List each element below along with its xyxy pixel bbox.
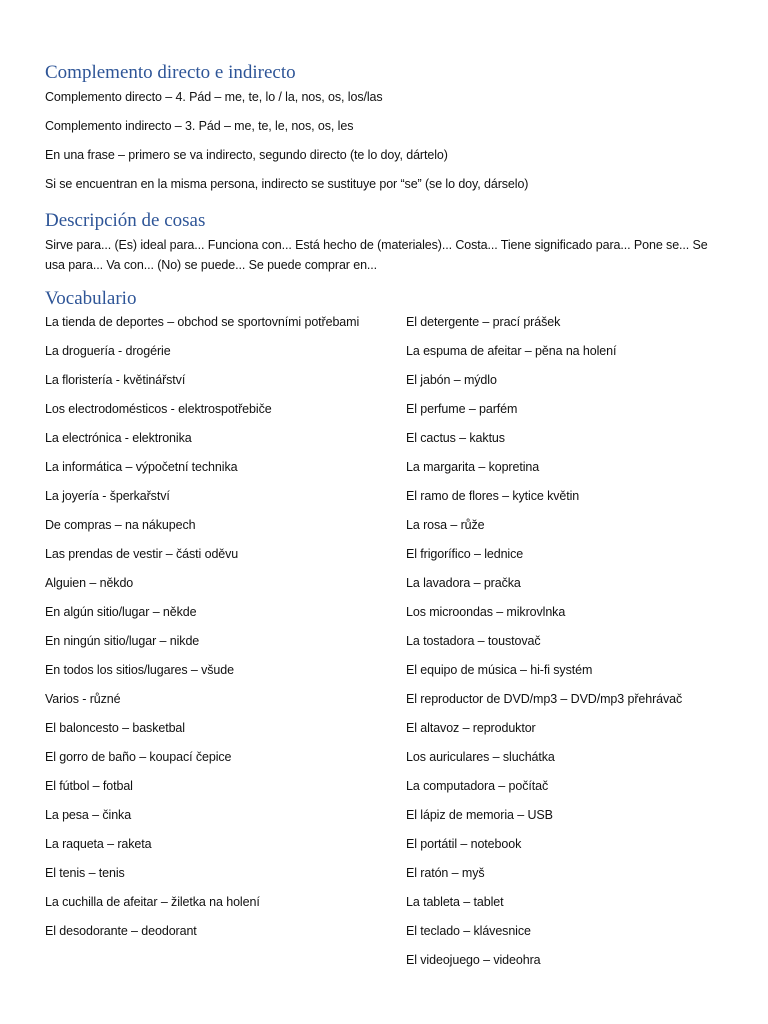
vocab-item: La pesa – činka [45,808,132,822]
vocab-item: El tenis – tenis [45,866,125,880]
vocab-item: El perfume – parfém [406,402,518,416]
line-misma-persona: Si se encuentran en la misma persona, indirecto se sustituye por “se” (se lo doy, dárselo) [45,177,529,191]
vocab-item: El jabón – mýdlo [406,373,497,387]
vocab-item: El detergente – prací prášek [406,315,561,329]
vocab-item: La margarita – kopretina [406,460,540,474]
paragraph-descripcion: Sirve para... (Es) ideal para... Funciona con... Está hecho de (materiales)... Costa... Tiene significado para... Pone se... Se usa para... Va con... (No) se puede... Se puede comprar en... [45,238,708,272]
vocab-item: La lavadora – pračka [406,576,521,590]
vocab-item: La floristería - květinářství [45,373,186,387]
vocab-item: La droguería - drogérie [45,344,171,358]
vocab-item: Los electrodomésticos - elektrospotřebiče [45,402,272,416]
vocab-item: La rosa – růže [406,518,485,532]
vocab-item: El teclado – klávesnice [406,924,531,938]
vocab-item: Las prendas de vestir – části oděvu [45,547,239,561]
vocab-list-left [45,313,375,951]
vocab-item: El ratón – myš [406,866,485,880]
vocab-item: El cactus – kaktus [406,431,505,445]
heading-complemento: Complemento directo e indirecto [45,62,296,83]
vocab-item: El lápiz de memoria – USB [406,808,553,822]
heading-vocabulario: Vocabulario [45,288,137,309]
vocab-item: Varios - různé [45,692,121,706]
line-complemento-indirecto: Complemento indirecto – 3. Pád – me, te, le, nos, os, les [45,119,354,133]
vocab-item: La tienda de deportes – obchod se sportovními potřebami [45,315,360,329]
line-complemento-directo: Complemento directo – 4. Pád – me, te, lo / la, nos, os, los/las [45,90,383,104]
vocab-item: La computadora – počítač [406,779,549,793]
vocab-item: El videojuego – videohra [406,953,541,967]
vocab-item: El equipo de música – hi-fi systém [406,663,593,677]
vocab-list-right [406,313,751,980]
vocab-item: Alguien – někdo [45,576,134,590]
vocab-item: La electrónica - elektronika [45,431,192,445]
vocab-item: La espuma de afeitar – pěna na holení [406,344,617,358]
vocab-item: Los microondas – mikrovlnka [406,605,566,619]
vocab-item: La tostadora – toustovač [406,634,541,648]
vocab-item: En ningún sitio/lugar – nikde [45,634,200,648]
vocab-item: El fútbol – fotbal [45,779,133,793]
vocab-item: El altavoz – reproduktor [406,721,536,735]
vocab-item: La tableta – tablet [406,895,504,909]
vocab-item: La raqueta – raketa [45,837,152,851]
line-en-una-frase: En una frase – primero se va indirecto, segundo directo (te lo doy, dártelo) [45,148,448,162]
vocab-item: Los auriculares – sluchátka [406,750,555,764]
heading-descripcion: Descripción de cosas [45,210,206,231]
vocab-item: El baloncesto – basketbal [45,721,185,735]
vocab-item: De compras – na nákupech [45,518,196,532]
vocab-item: El desodorante – deodorant [45,924,197,938]
vocab-item: El reproductor de DVD/mp3 – DVD/mp3 přehrávač [406,692,683,706]
vocab-item: La informática – výpočetní technika [45,460,238,474]
vocab-item: En algún sitio/lugar – někde [45,605,197,619]
vocab-item: En todos los sitios/lugares – všude [45,663,234,677]
vocab-item: El frigorífico – lednice [406,547,524,561]
vocab-item: El gorro de baño – koupací čepice [45,750,232,764]
vocab-item: El portátil – notebook [406,837,522,851]
vocab-item: La joyería - šperkařství [45,489,170,503]
vocab-item: La cuchilla de afeitar – žiletka na holení [45,895,260,909]
vocab-item: El ramo de flores – kytice květin [406,489,580,503]
